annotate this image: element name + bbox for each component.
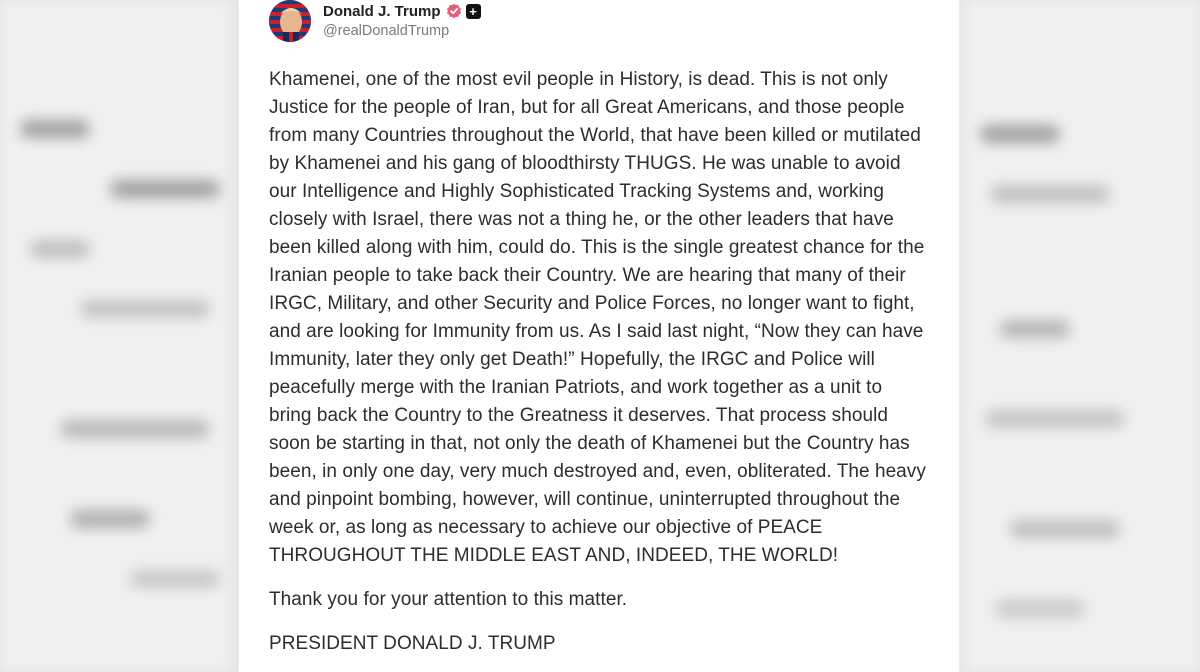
verified-badge-icon xyxy=(446,3,462,19)
bg-shape xyxy=(110,180,220,198)
post-signature: PRESIDENT DONALD J. TRUMP xyxy=(269,633,556,654)
plus-icon: + xyxy=(466,4,481,19)
author-name[interactable]: Donald J. Trump xyxy=(323,2,441,20)
bg-shape xyxy=(1000,320,1070,338)
bg-shape xyxy=(990,185,1110,203)
author-block xyxy=(323,1,481,39)
post-card xyxy=(239,0,959,672)
bg-shape xyxy=(995,600,1085,618)
post-header xyxy=(269,0,481,46)
bg-shape xyxy=(130,570,220,588)
bg-right-panel xyxy=(965,0,1200,672)
bg-shape xyxy=(1010,520,1120,538)
avatar[interactable] xyxy=(269,0,311,42)
avatar-image-icon xyxy=(269,0,311,42)
post-paragraph: Khamenei, one of the most evil people in History, is dead. This is not only Justice for the people of Iran, but for all Great Americans, and those people from many Countries throughout the World, that have been killed or mutilated by Khamenei and his gang of bloodthirsty THUGS. He was unable to avoid our Intelligence and Highly Sophisticated Tracking Systems and, working closely with Israel, there was not a thing he, or the other leaders that have been killed along with him, could do. This is the single greatest chance for the Iranian people to take back their Country. We are hearing that many of their IRGC, Military, and other Security and Police Forces, no longer want to fight, and are looking for Immunity from us. As I said last night, “Now they can have Immunity, later they only get Death!” Hopefully, the IRGC and Police will peacefully merge with the Iranian Patriots, and work together as a unit to bring back the Country to the Greatness it deserves. That process should soon be starting in that, not only the death of Khamenei but the Country has been, in only one day, very much destroyed and, even, obliterated. The heavy and pinpoint bombing, however, will continue, uninterrupted throughout the week or, as long as necessary to achieve our objective of PEACE THROUGHOUT THE MIDDLE EAST AND, INDEED, THE WORLD! xyxy=(269,69,926,566)
bg-shape xyxy=(980,125,1060,143)
bg-shape xyxy=(985,410,1125,428)
bg-shape xyxy=(70,510,150,528)
bg-shape xyxy=(60,420,210,438)
post-body xyxy=(269,66,929,672)
bg-shape xyxy=(80,300,210,318)
bg-shape xyxy=(20,120,90,138)
post-paragraph: Thank you for your attention to this matter. xyxy=(269,589,628,610)
name-row xyxy=(323,1,481,21)
author-handle[interactable]: @realDonaldTrump xyxy=(323,23,450,39)
bg-shape xyxy=(30,240,90,258)
